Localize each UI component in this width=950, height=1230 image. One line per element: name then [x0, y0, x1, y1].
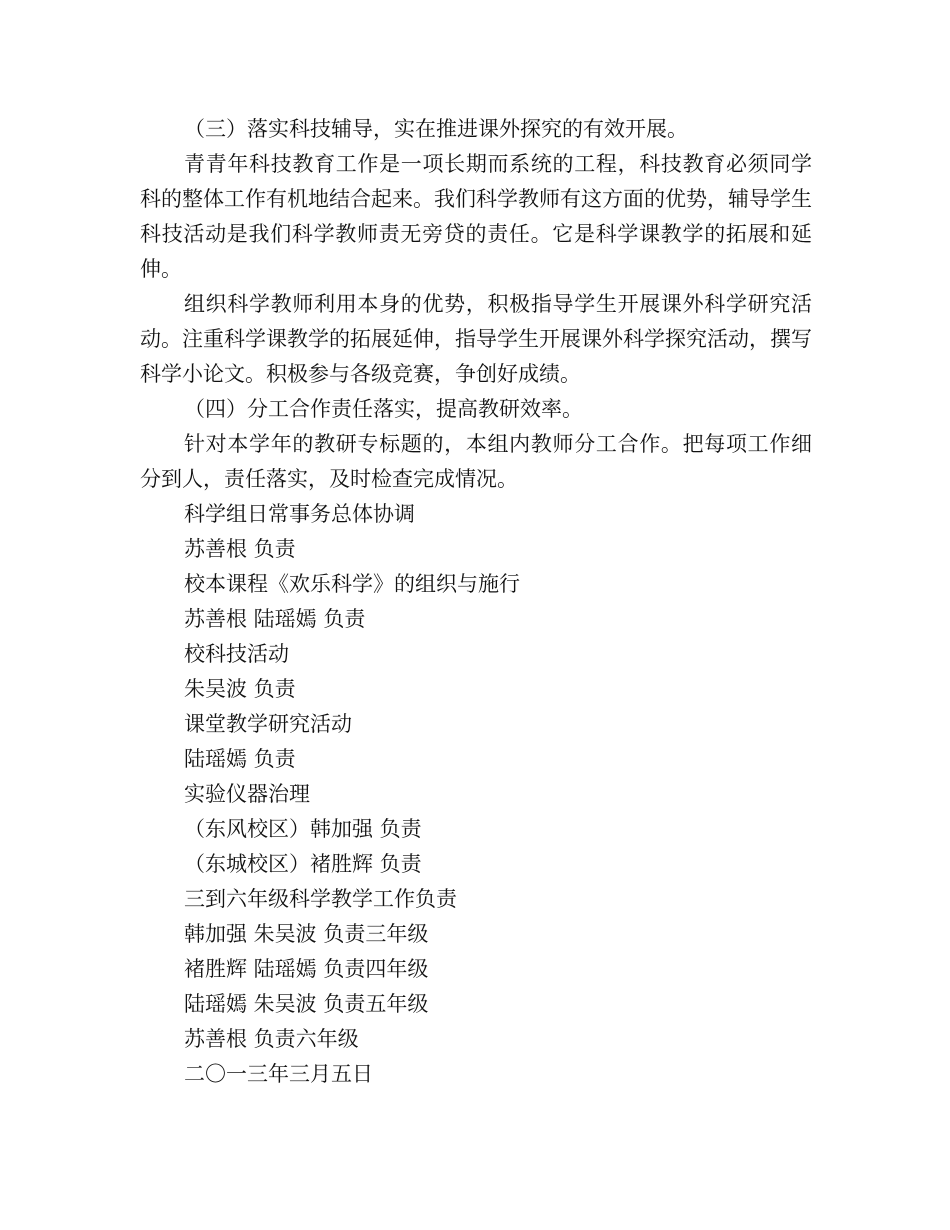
section-heading-3: （三）落实科技辅导，实在推进课外探究的有效开展。 [184, 117, 688, 141]
assignment-owner-tech-activities: 朱吴波 负责 [184, 677, 296, 701]
section-heading-4: （四）分工合作责任落实，提高教研效率。 [184, 397, 583, 421]
assignment-owner-dongfeng-campus: （东风校区）韩加强 负责 [184, 817, 422, 841]
assignment-task-daily-affairs: 科学组日常事务总体协调 [184, 502, 415, 526]
assignment-task-tech-activities: 校科技活动 [184, 642, 289, 666]
assignment-owner-grade-6: 苏善根 负责六年级 [184, 1027, 359, 1051]
paragraph-2: 组织科学教师利用本身的优势，积极指导学生开展课外科学研究活动。注重科学课教学的拓展延伸，指导学生开展课外科学探究活动，撰写科学小论文。积极参与各级竞赛，争创好成绩。 [140, 292, 812, 386]
assignment-owner-grade-3: 韩加强 朱吴波 负责三年级 [184, 922, 429, 946]
assignment-owner-daily-affairs: 苏善根 负责 [184, 537, 296, 561]
assignment-owner-grade-5: 陆瑶嫣 朱吴波 负责五年级 [184, 992, 429, 1016]
paragraph-1: 青青年科技教育工作是一项长期而系统的工程，科技教育必须同学科的整体工作有机地结合起来。我们科学教师有这方面的优势，辅导学生科技活动是我们科学教师责无旁贷的责任。它是科学课教学的拓展和延伸。 [140, 152, 812, 281]
paragraph-3: 针对本学年的教研专标题的，本组内教师分工合作。把每项工作细分到人，责任落实，及时检查完成情况。 [140, 432, 812, 491]
assignment-task-classroom-research: 课堂教学研究活动 [184, 712, 352, 736]
assignment-task-grade-teaching: 三到六年级科学教学工作负责 [184, 887, 457, 911]
assignment-task-lab-equipment: 实验仪器治理 [184, 782, 310, 806]
assignment-owner-dongcheng-campus: （东城校区）褚胜辉 负责 [184, 852, 422, 876]
assignment-owner-grade-4: 褚胜辉 陆瑶嫣 负责四年级 [184, 957, 429, 981]
assignment-owner-classroom-research: 陆瑶嫣 负责 [184, 747, 296, 771]
document-date: 二〇一三年三月五日 [184, 1062, 373, 1086]
assignment-owner-school-course: 苏善根 陆瑶嫣 负责 [184, 607, 366, 631]
document-body [140, 112, 812, 1092]
assignment-task-school-course: 校本课程《欢乐科学》的组织与施行 [184, 572, 520, 596]
